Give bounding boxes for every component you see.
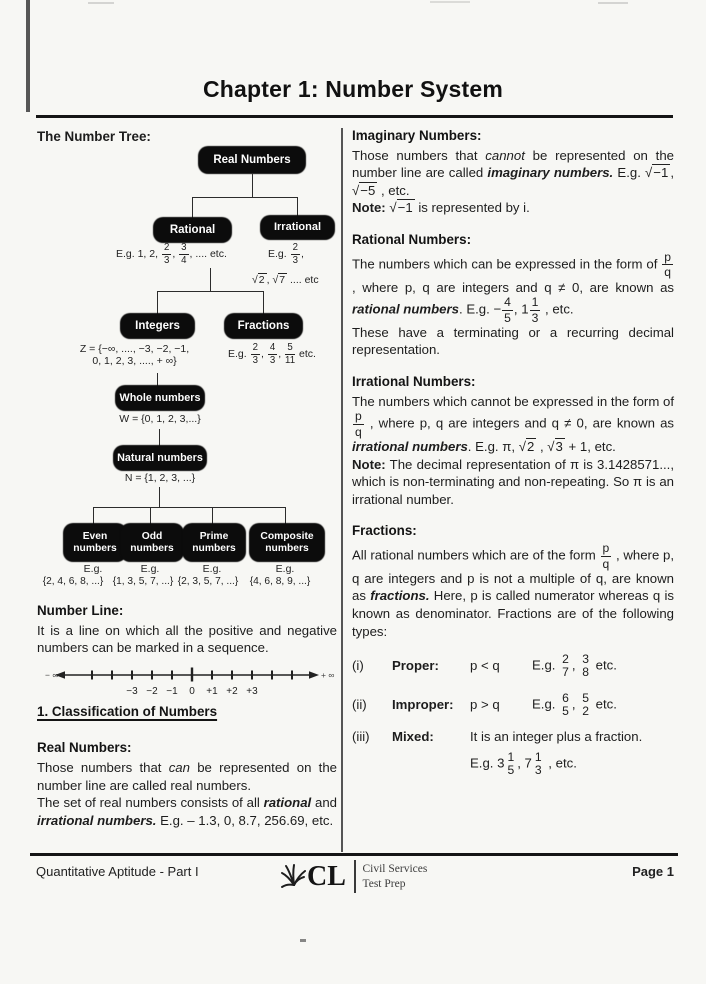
scan-artifact — [300, 939, 306, 942]
tree-node-label: Rational — [169, 223, 216, 236]
composite-eg-label: E.g. — [275, 563, 295, 575]
tree-node-composite-numbers — [250, 524, 324, 561]
cl-logo-text: CL — [307, 860, 346, 892]
tree-node-fractions — [225, 314, 302, 338]
fraction-type-example: E.g. 3 1 5 , 7 1 3 , etc. — [470, 750, 577, 778]
tree-connector — [159, 487, 160, 507]
fraction-type-condition: p < q — [470, 658, 500, 674]
left-lower-column — [37, 602, 337, 829]
section-heading-fractions: Fractions: — [352, 523, 417, 539]
prime-eg-label: E.g. — [202, 563, 222, 575]
list-marker: (i) — [352, 658, 364, 674]
column-divider — [341, 128, 343, 852]
fraction-type-row-proper — [352, 653, 674, 679]
tree-node-label: Even numbers — [73, 530, 117, 554]
tree-connector — [157, 291, 158, 314]
tree-node-label: Fractions — [237, 319, 290, 332]
scan-artifact — [88, 2, 114, 4]
fraction-type-label: Proper: — [392, 658, 439, 674]
tree-connector — [210, 268, 211, 291]
tree-node-real-numbers — [199, 147, 305, 173]
page-title: Chapter 1: Number System — [202, 76, 504, 102]
neg-infinity-label: − ∞ — [45, 669, 59, 680]
tick-label: −3 — [126, 685, 138, 697]
logo-tagline-line1: Civil Services — [362, 862, 428, 875]
integers-set-line2: 0, 1, 2, 3, ...., + ∞} — [92, 355, 177, 368]
tree-connector — [212, 507, 213, 524]
composite-set: {4, 6, 8, 9, ...} — [249, 576, 311, 587]
logo-tagline-line2: Test Prep — [362, 877, 406, 890]
even-eg-label: E.g. — [83, 563, 103, 575]
logo-tagline — [363, 862, 428, 892]
tree-connector — [159, 429, 160, 446]
tree-connector — [192, 197, 193, 219]
title-rule — [36, 115, 673, 118]
list-marker: (iii) — [352, 728, 370, 744]
section-heading-imaginary-numbers: Imaginary Numbers: — [352, 128, 482, 143]
tree-connector — [157, 373, 158, 386]
footer-page-number: Page 1 — [632, 864, 674, 879]
tree-node-label: Irrational — [273, 221, 322, 234]
tick-label: +2 — [226, 685, 238, 697]
tree-node-integers — [121, 314, 194, 338]
tick-label: +1 — [206, 685, 218, 697]
list-marker: (ii) — [352, 696, 367, 712]
number-line-description: It is a line on which all the positive and negative numbers can be marked in a sequence. — [37, 622, 337, 656]
tick-label: 0 — [189, 685, 195, 697]
tree-node-label: Odd numbers — [130, 530, 174, 554]
irrational-numbers-note: Note: The decimal representation of π is 3.1428571..., which is non-terminating and non-repeating. So π is an irrational number. — [352, 456, 674, 507]
fraction-type-condition: p > q — [470, 696, 500, 712]
fraction-type-example: E.g. 2 7 , 3 8 etc. — [532, 652, 617, 680]
irrational-example-line1: E.g. $\frac{2}{3}$ , — [268, 242, 304, 266]
fraction-type-row-improper — [352, 692, 674, 718]
tree-node-label: Whole numbers — [119, 391, 201, 404]
footer-logo — [280, 860, 427, 893]
irrational-example-line2: √2 , √7 .... etc — [252, 274, 319, 286]
scan-artifact — [430, 1, 470, 3]
logo-divider — [354, 860, 356, 893]
number-line-diagram — [37, 663, 337, 699]
section-heading-number-tree: The Number Tree: — [37, 129, 151, 144]
tree-node-irrational — [261, 216, 334, 239]
tree-connector — [297, 197, 298, 217]
section-heading-real-numbers: Real Numbers: — [37, 740, 132, 756]
tree-node-label: Prime numbers — [192, 530, 236, 554]
fraction-type-label: Mixed: — [392, 728, 434, 744]
tree-node-prime-numbers — [183, 524, 245, 561]
right-column — [352, 127, 674, 777]
tree-connector — [93, 507, 94, 524]
fraction-type-label: Improper: — [392, 696, 454, 712]
tick-label: −2 — [146, 685, 158, 697]
section-heading-rational-numbers: Rational Numbers: — [352, 232, 472, 248]
fraction-type-example: E.g. 6 5 , 5 2 etc. — [532, 690, 617, 719]
tree-node-whole-numbers — [116, 386, 204, 410]
rational-numbers-para2: These have a terminating or a recurring decimal representation. — [352, 324, 674, 358]
footer-rule — [30, 853, 678, 856]
tree-node-label: Real Numbers — [213, 153, 291, 166]
odd-set: {1, 3, 5, 7, ...} — [112, 576, 174, 587]
tree-node-natural-numbers — [114, 446, 206, 470]
whole-numbers-set: W = {0, 1, 2, 3,...} — [119, 413, 201, 425]
tree-node-odd-numbers — [121, 524, 183, 561]
rational-example: E.g. 1, 2, $\frac{2}{3}$ , $\frac{3}{4}$ , .... etc. — [116, 242, 227, 266]
rational-numbers-para: The numbers which can be expressed in the form of $\frac{p}{q}$ , where p, q are integers and q ≠ 0, are known as rational numbers. E.g. − $\frac{4}{5}$ , 1 $\frac{1}{3}$ , etc. — [352, 249, 674, 325]
cl-starburst-icon — [280, 861, 306, 893]
tree-connector — [93, 507, 285, 508]
tree-connector — [192, 197, 298, 198]
tree-node-rational — [154, 218, 231, 242]
tick-label: −1 — [166, 685, 178, 697]
tree-connector — [150, 507, 151, 524]
integers-set — [62, 343, 207, 367]
section-heading-classification: 1. Classification of Numbers — [37, 704, 218, 720]
section-heading-number-line: Number Line: — [37, 603, 124, 618]
section-heading-irrational-numbers: Irrational Numbers: — [352, 373, 476, 389]
right-arrow-icon — [309, 671, 319, 679]
real-numbers-para2: The set of real numbers consists of all rational and irrational numbers. E.g. – 1.3, 0, 8.7, 256.69, etc. — [37, 795, 337, 828]
prime-set: {2, 3, 5, 7, ...} — [177, 576, 239, 587]
irrational-numbers-para: The numbers which cannot be expressed in the form of $\frac{p}{q}$ , where p, q are integers and q ≠ 0, are known as irrational numbers. E.g. π, √2 , √3 + 1, etc. — [352, 393, 674, 455]
tree-node-label: Natural numbers — [117, 451, 203, 464]
scan-artifact — [598, 2, 628, 4]
tree-node-label: Integers — [135, 319, 180, 332]
tree-connector — [252, 173, 253, 197]
tree-connector — [263, 291, 264, 314]
real-numbers-para1: Those numbers that can be represented on the number line are called real numbers. — [37, 760, 337, 793]
tree-node-label: Composite numbers — [260, 530, 314, 554]
integers-set-line1: Z = {−∞, ...., −3, −2, −1, — [79, 343, 190, 355]
imaginary-numbers-para: Those numbers that cannot be represented on the number line are called imaginary numbers. E.g. √−1 , √−5 , etc. — [352, 147, 674, 198]
natural-numbers-set: N = {1, 2, 3, ...} — [124, 472, 196, 484]
fractions-para: All rational numbers which are of the form $\frac{p}{q}$ , where p, q are integers and p is not a multiple of q, are known as fractions. Here, p is called numerator whereas q is known as denominator. Fractions are of the following types: — [352, 541, 675, 639]
odd-eg-label: E.g. — [140, 563, 160, 575]
imaginary-numbers-note: Note: √−1 is represented by i. — [352, 200, 530, 216]
even-set: {2, 4, 6, 8, ...} — [42, 576, 104, 587]
tree-connector — [285, 507, 286, 524]
fraction-type-description: It is an integer plus a fraction. — [470, 728, 643, 744]
footer-book-title: Quantitative Aptitude - Part I — [36, 864, 199, 879]
pos-infinity-label: + ∞ — [321, 669, 335, 680]
tree-connector — [157, 291, 264, 292]
fractions-example: E.g. $\frac{2}{3}$ , $\frac{4}{3}$ , $\frac{5}{11}$ etc. — [228, 342, 316, 366]
tick-label: +3 — [246, 685, 258, 697]
tree-node-even-numbers — [64, 524, 126, 561]
fraction-type-row-mixed — [352, 728, 674, 746]
